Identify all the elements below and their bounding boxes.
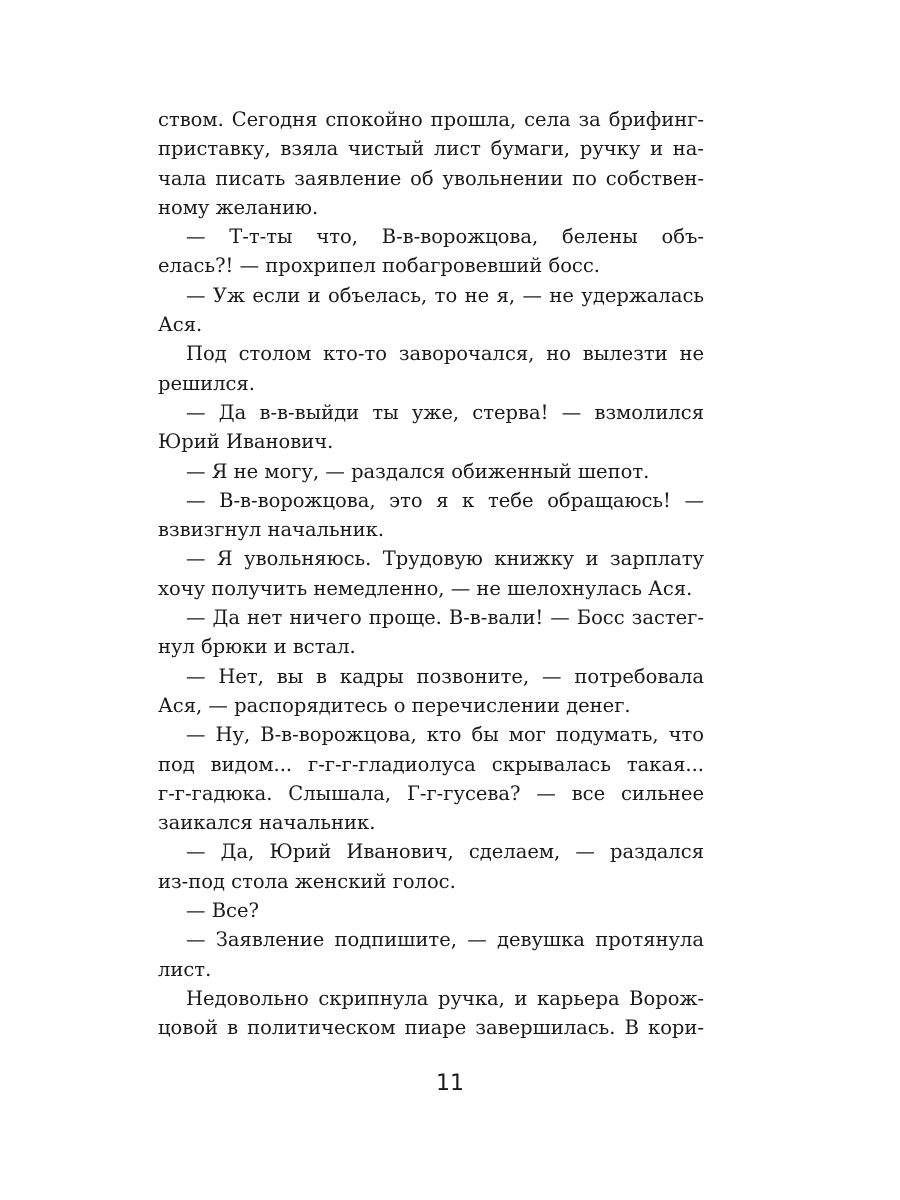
- text-line: нул брюки и встал.: [158, 635, 356, 659]
- text-line: — Я увольняюсь. Трудовую книжку и зарплату: [186, 547, 704, 571]
- text-line: Ася.: [158, 313, 203, 337]
- text-line: — Да нет ничего проще. В-в-вали! — Босс застег-: [186, 606, 704, 630]
- text-line: — Т-т-ты что, В-в-ворожцова, белены объ-: [186, 225, 704, 249]
- text-line: лист.: [158, 957, 212, 981]
- page-number: 11: [436, 1071, 464, 1096]
- text-line: — Заявление подпишите, — девушка протянула: [186, 928, 704, 952]
- text-line: Ася, — распорядитесь о перечислении денег.: [158, 693, 631, 717]
- text-line: заикался начальник.: [158, 811, 376, 835]
- body-text: [158, 105, 704, 1043]
- text-line: ством. Сегодня спокойно прошла, села за брифинг-: [158, 108, 704, 131]
- text-line: — В-в-ворожцова, это я к тебе обращаюсь! —: [186, 488, 704, 512]
- text-line: ному желанию.: [158, 195, 319, 219]
- text-line: Юрий Иванович.: [158, 430, 334, 454]
- text-line: чала писать заявление об увольнении по собствен-: [158, 166, 704, 190]
- text-line: — Нет, вы в кадры позвоните, — потребовала: [186, 664, 704, 688]
- text-line: — Все?: [186, 899, 259, 923]
- text-line: решился.: [158, 371, 255, 395]
- text-line: взвизгнул начальник.: [158, 518, 385, 542]
- text-line: Недовольно скрипнула ручка, и карьера Ворож-: [186, 986, 704, 1010]
- text-line: цовой в политическом пиаре завершилась. В кори-: [158, 1016, 704, 1040]
- text-line: — Я не могу, — раздался обиженный шепот.: [186, 459, 650, 483]
- text-line: под видом... г-г-г-гладиолуса скрывалась такая...: [158, 752, 704, 776]
- text-line: из-под стола женский голос.: [158, 869, 456, 893]
- text-line: г-г-гадюка. Слышала, Г-г-гусева? — все сильнее: [158, 781, 704, 805]
- text-line: — Да в-в-выйди ты уже, стерва! — взмолился: [186, 400, 704, 424]
- text-line: — Да, Юрий Иванович, сделаем, — раздался: [186, 840, 704, 864]
- text-line: Под столом кто-то заворочался, но вылезти не: [186, 342, 704, 366]
- text-line: хочу получить немедленно, — не шелохнулась Ася.: [158, 576, 693, 600]
- text-line: — Уж если и объелась, то не я, — не удержалась: [186, 283, 704, 307]
- text-line: елась?! — прохрипел побагровевший босс.: [158, 254, 600, 278]
- text-line: — Ну, В-в-ворожцова, кто бы мог подумать, что: [186, 723, 704, 747]
- text-line: приставку, взяла чистый лист бумаги, ручку и на-: [158, 137, 704, 161]
